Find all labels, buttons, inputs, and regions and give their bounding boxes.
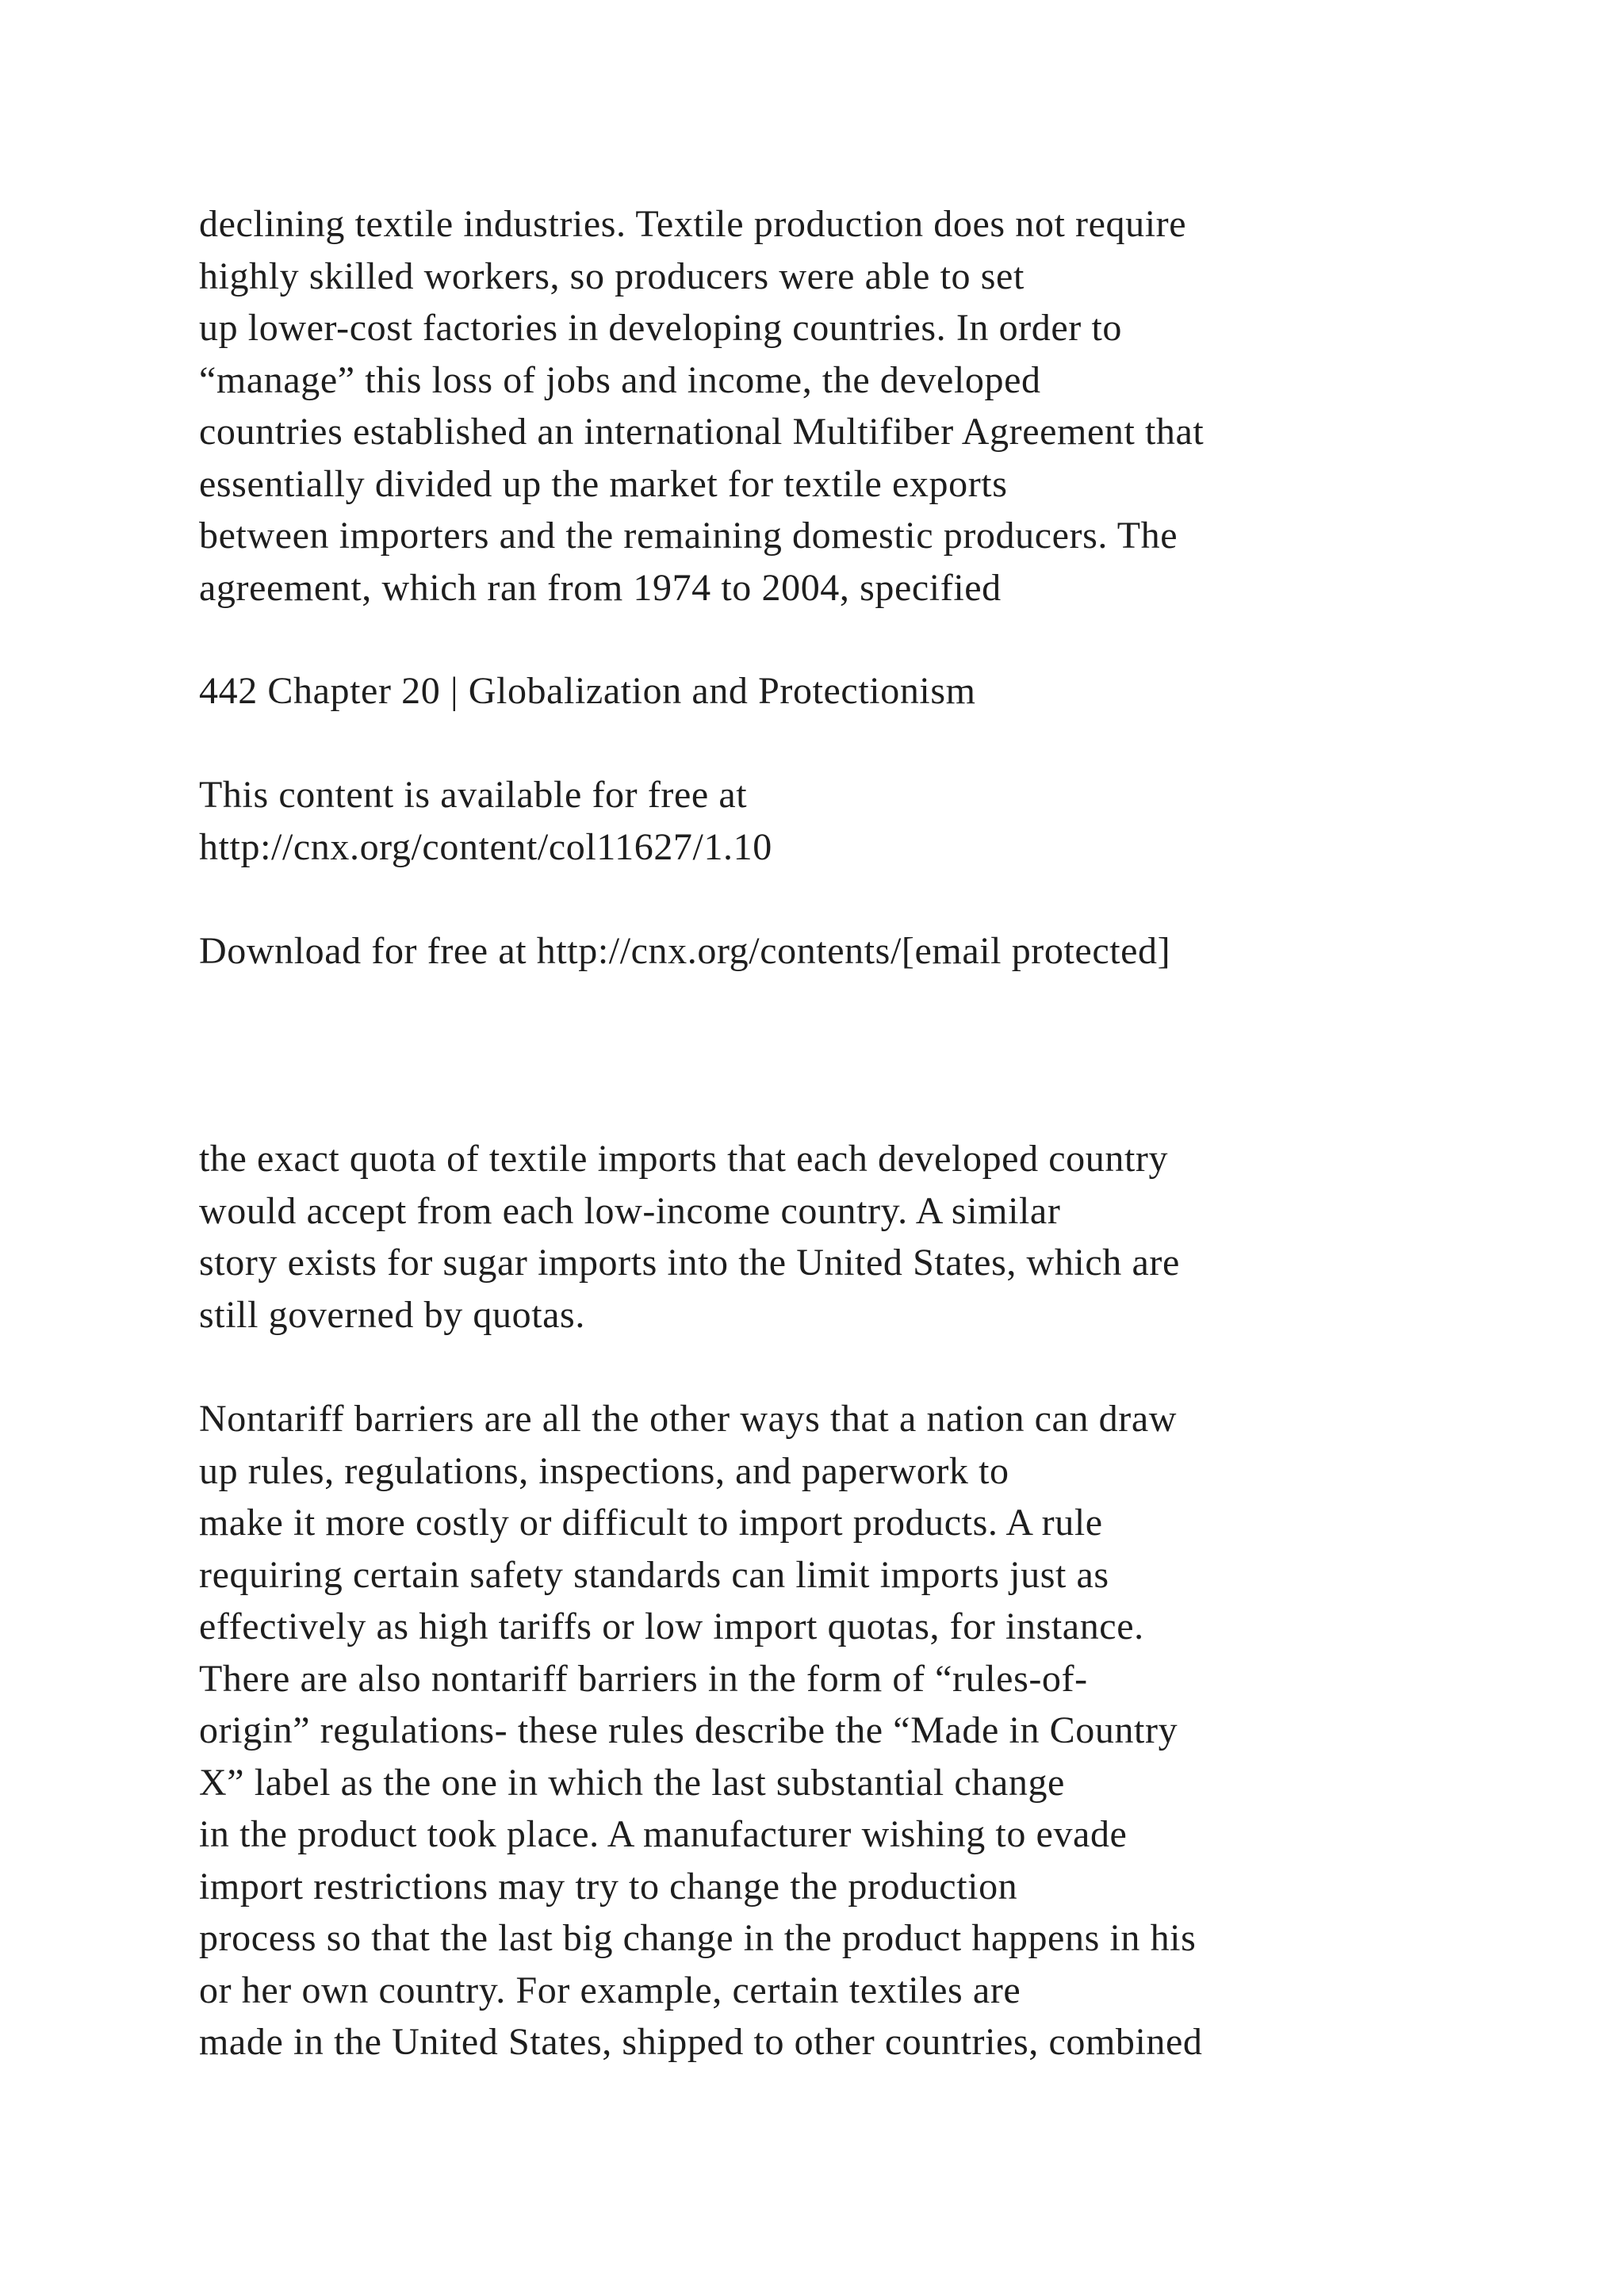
text-line: or her own country. For example, certain textiles are bbox=[199, 1969, 1021, 2011]
text-line: declining textile industries. Textile production does not require bbox=[199, 203, 1187, 245]
text-line: make it more costly or difficult to import products. A rule bbox=[199, 1502, 1103, 1544]
paragraph-nontariff-barriers bbox=[199, 1393, 1547, 2068]
source-url: http://cnx.org/content/col11627/1.10 bbox=[199, 825, 772, 868]
text-line: would accept from each low-income country. A similar bbox=[199, 1189, 1061, 1232]
text-line: highly skilled workers, so producers were able to set bbox=[199, 254, 1025, 297]
text-line: process so that the last big change in the product happens in his bbox=[199, 1917, 1197, 1959]
text-line: up rules, regulations, inspections, and paperwork to bbox=[199, 1449, 1009, 1492]
text-line: up lower-cost factories in developing countries. In order to bbox=[199, 307, 1123, 349]
text-line: the exact quota of textile imports that each developed country bbox=[199, 1138, 1169, 1180]
text-line: agreement, which ran from 1974 to 2004, specified bbox=[199, 566, 1002, 609]
availability-notice bbox=[199, 769, 1547, 873]
text-line: Nontariff barriers are all the other ways that a nation can draw bbox=[199, 1398, 1178, 1440]
download-notice bbox=[199, 925, 1547, 978]
text-line: origin” regulations- these rules describe the “Made in Country bbox=[199, 1709, 1178, 1751]
text-line: still governed by quotas. bbox=[199, 1293, 585, 1336]
text-line: X” label as the one in which the last substantial change bbox=[199, 1761, 1065, 1804]
text-line: import restrictions may try to change the production bbox=[199, 1865, 1018, 1908]
text-line: essentially divided up the market for textile exports bbox=[199, 462, 1008, 505]
text-line: between importers and the remaining domestic producers. The bbox=[199, 515, 1178, 557]
text-line: made in the United States, shipped to other countries, combined bbox=[199, 2021, 1203, 2063]
text-line: countries established an international Multifiber Agreement that bbox=[199, 411, 1205, 453]
running-footer bbox=[199, 665, 1547, 718]
text-line: requiring certain safety standards can limit imports just as bbox=[199, 1553, 1109, 1596]
text-line: effectively as high tariffs or low import quotas, for instance. bbox=[199, 1605, 1144, 1647]
paragraph-exact-quota bbox=[199, 1133, 1547, 1341]
text-line: This content is available for free at bbox=[199, 774, 748, 816]
text-line: There are also nontariff barriers in the form of “rules-of- bbox=[199, 1657, 1088, 1700]
download-text: Download for free at http://cnx.org/contents/[email protected] bbox=[199, 930, 1171, 972]
text-line: “manage” this loss of jobs and income, the developed bbox=[199, 358, 1041, 401]
text-line: story exists for sugar imports into the United States, which are bbox=[199, 1242, 1180, 1284]
chapter-footer-text: 442 Chapter 20 | Globalization and Protectionism bbox=[199, 670, 976, 712]
text-line: in the product took place. A manufacturer wishing to evade bbox=[199, 1813, 1128, 1855]
paragraph-declining-textile bbox=[199, 198, 1547, 614]
